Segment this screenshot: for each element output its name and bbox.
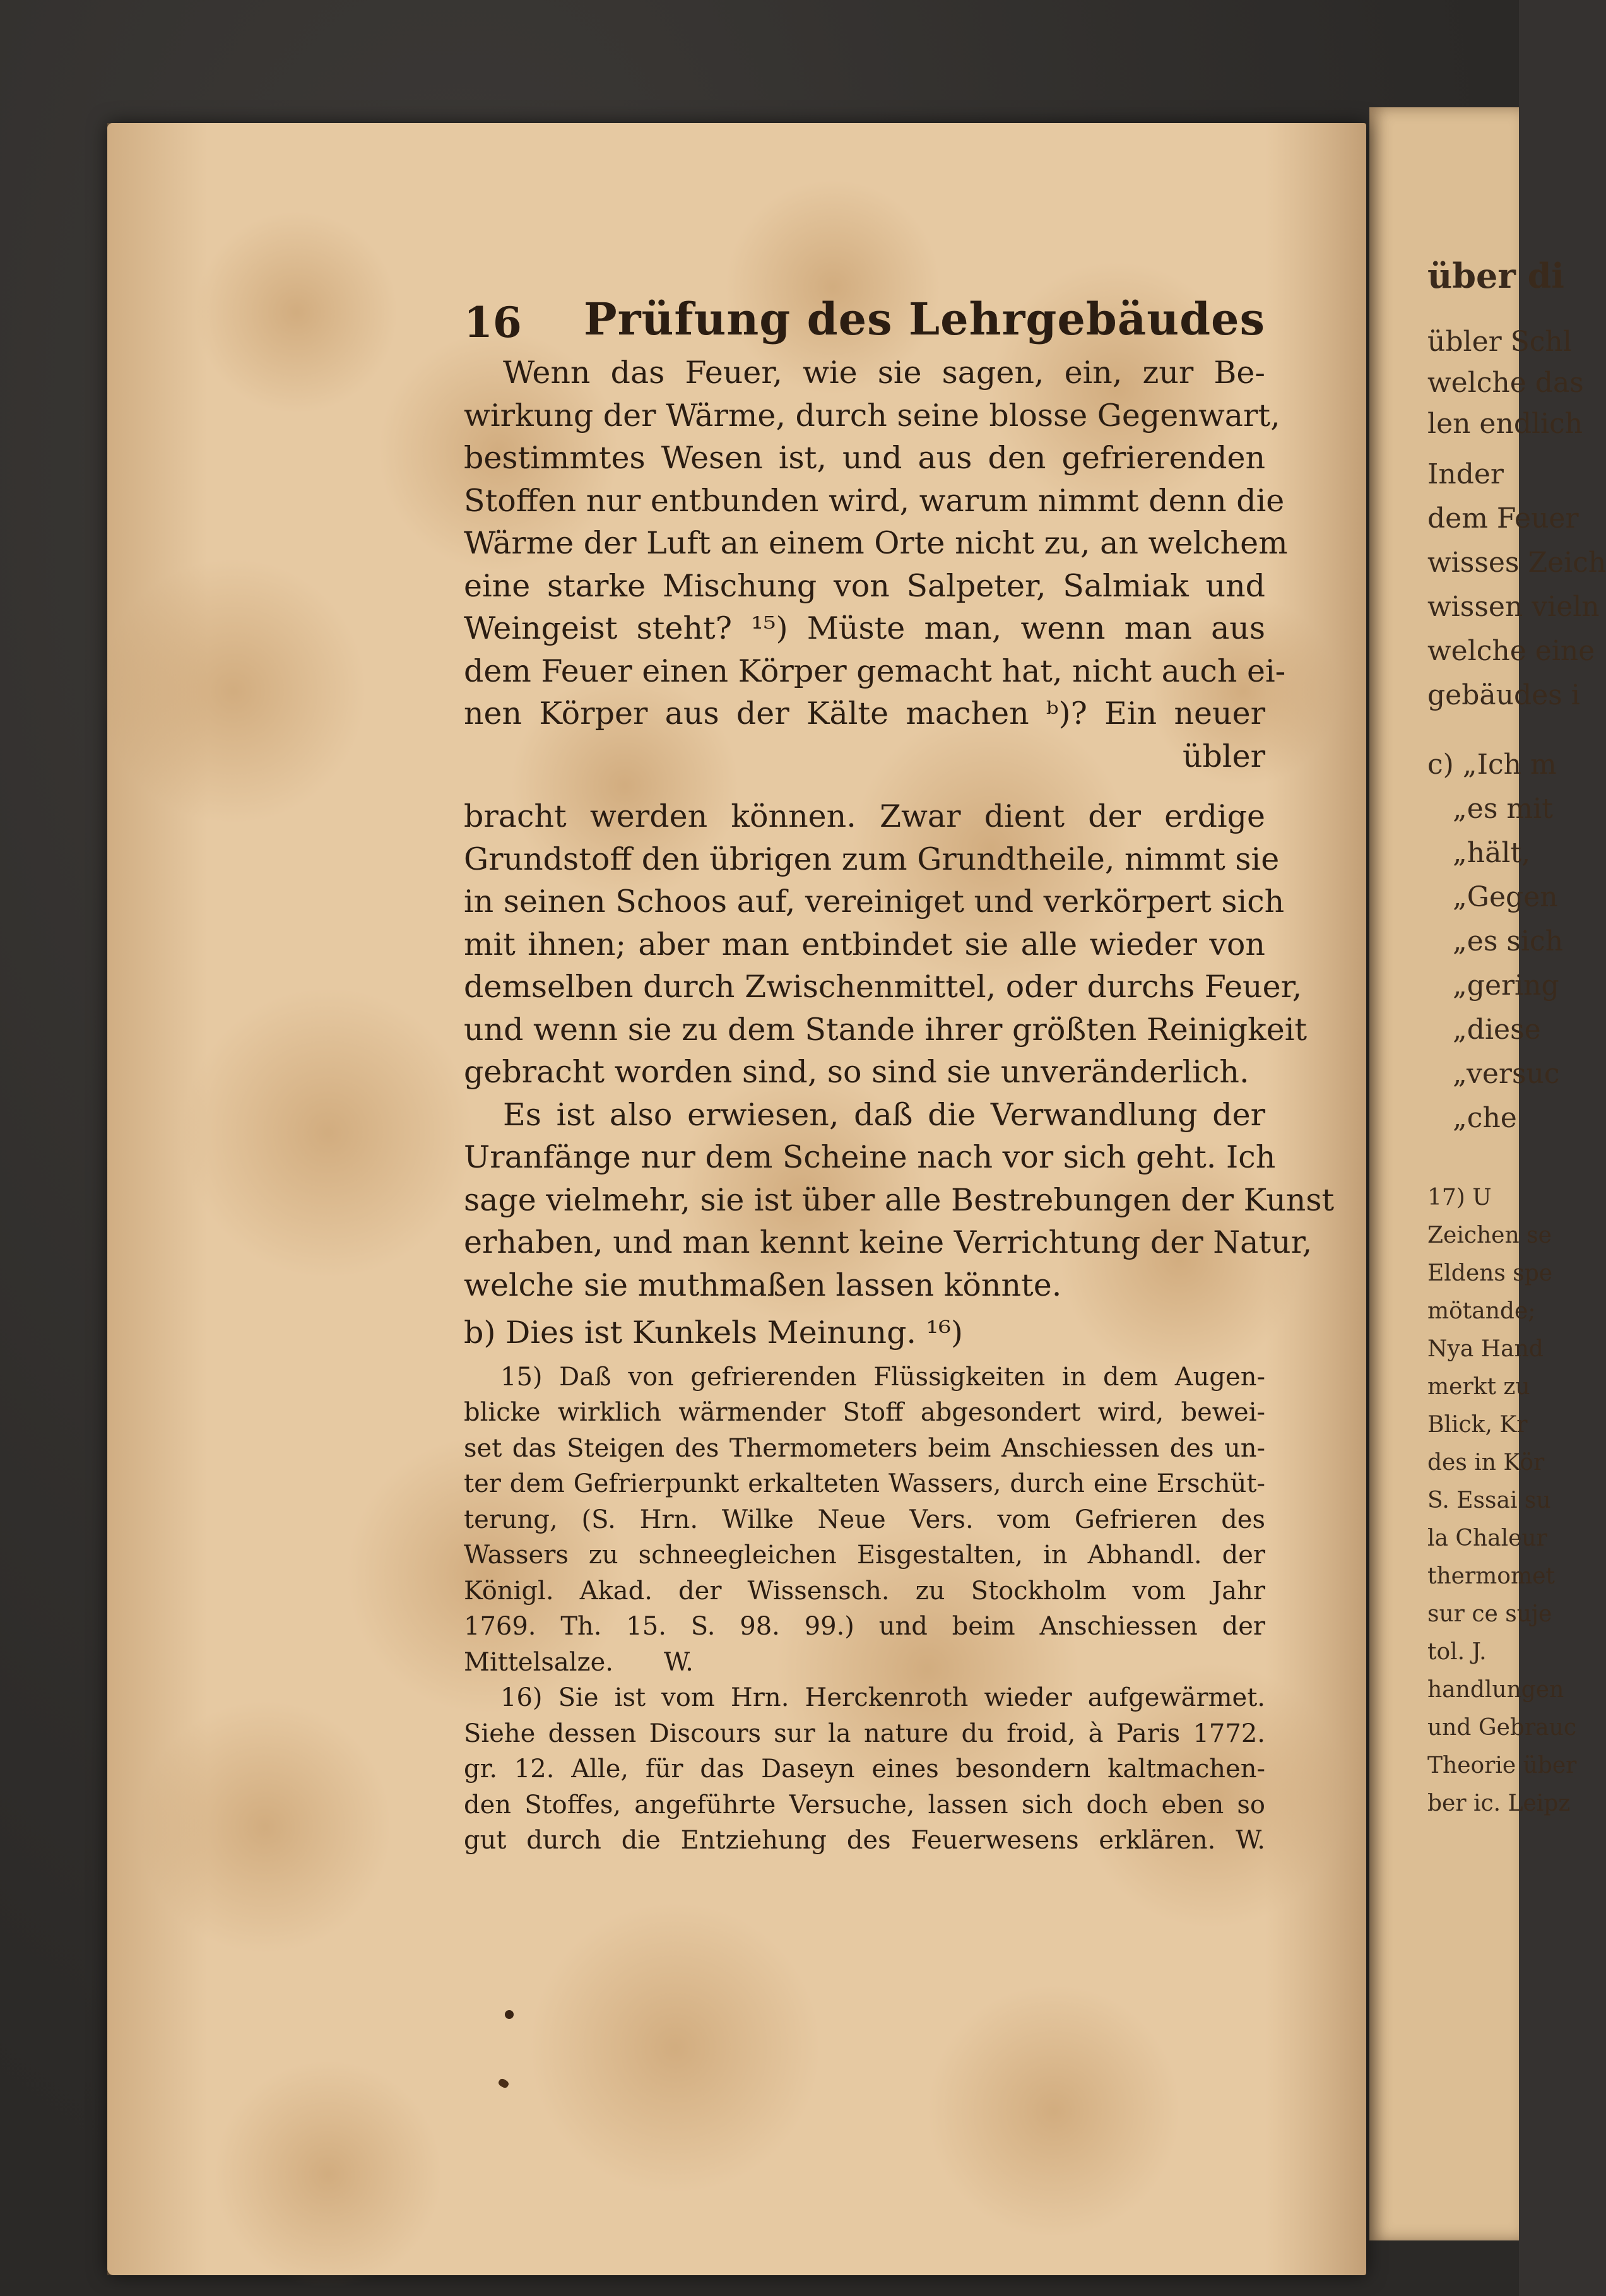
facing-line: des in Kör	[1427, 1450, 1545, 1476]
facing-line: Nya Hand	[1427, 1336, 1544, 1362]
footnote-b: b) Dies ist Kunkels Meinung. ¹⁶)	[464, 1315, 963, 1351]
facing-line: tol. J.	[1427, 1639, 1487, 1665]
footnote-16	[464, 1680, 1265, 1859]
footnote-line: Siehe dessen Discours sur la nature du froid, à Paris 1772.	[464, 1719, 1265, 1748]
footnote-line: 16) Sie ist vom Hrn. Herckenroth wieder aufgewärmet.	[500, 1683, 1265, 1712]
footnote-line: terung, (S. Hrn. Wilke Neue Vers. vom Gefrieren des	[464, 1505, 1265, 1534]
text-line: Uranfänge nur dem Scheine nach vor sich geht. Ich	[464, 1139, 1276, 1175]
facing-line: c) „Ich m	[1427, 749, 1557, 781]
text-line: dem Feuer einen Körper gemacht hat, nicht auch ei-	[464, 653, 1286, 689]
facing-line: 17) U	[1427, 1185, 1492, 1210]
facing-line: handlungen	[1427, 1677, 1564, 1703]
text-line: mit ihnen; aber man entbindet sie alle wieder von	[464, 926, 1265, 962]
facing-line: „es mit	[1453, 793, 1553, 825]
footnote-line: blicke wirklich wärmender Stoff abgesondert wird, bewei-	[464, 1398, 1265, 1427]
footnote-line: den Stoffes, angeführte Versuche, lassen sich doch eben so	[464, 1790, 1265, 1820]
running-title: Prüfung des Lehrgebäudes	[584, 293, 1265, 345]
footnote-line: Wassers zu schneegleichen Eisgestalten, in Abhandl. der	[464, 1541, 1265, 1570]
facing-line: Theorie über	[1427, 1753, 1577, 1778]
facing-line: „gering	[1453, 969, 1559, 1002]
text-line: und wenn sie zu dem Stande ihrer größten Reinigkeit	[464, 1011, 1308, 1048]
facing-line: „versuc	[1453, 1058, 1560, 1090]
footnote-line-text: Mittelsalze.	[464, 1647, 613, 1677]
text-line: sage vielmehr, sie ist über alle Bestrebungen der Kunst	[464, 1181, 1335, 1218]
facing-line: wisses Zeich	[1427, 547, 1606, 579]
facing-line: „che	[1453, 1102, 1517, 1134]
paragraph-continued	[464, 795, 1308, 1094]
text-line: Es ist also erwiesen, daß die Verwandlung der	[503, 1096, 1265, 1133]
footnote-line	[464, 1645, 1265, 1681]
paragraph-conclusion	[464, 1094, 1335, 1307]
text-line: eine starke Mischung von Salpeter, Salmiak und	[464, 567, 1265, 604]
facing-line: thermomet	[1427, 1563, 1555, 1589]
facing-line: „hält,	[1453, 837, 1531, 869]
text-line: Stoffen nur entbunden wird, warum nimmt denn die	[464, 482, 1285, 519]
facing-line: Eldens spe	[1427, 1260, 1553, 1286]
text-line: Grundstoff den übrigen zum Grundtheile, nimmt sie	[464, 841, 1280, 877]
facing-page	[1369, 107, 1606, 2240]
text-line: nen Körper aus der Kälte machen ᵇ)? Ein neuer	[464, 695, 1265, 731]
facing-page-title: über di	[1427, 256, 1564, 296]
catchword: übler	[1182, 738, 1265, 774]
text-line: demselben durch Zwischenmittel, oder durchs Feuer,	[464, 969, 1302, 1005]
facing-line: und Gebrauc	[1427, 1715, 1576, 1741]
facing-line: übler Schl	[1427, 326, 1572, 358]
ink-spot	[505, 2010, 514, 2019]
facing-line: gebäudes i	[1427, 679, 1580, 711]
facing-line: dem Feuer	[1427, 502, 1579, 535]
footnote-line: Königl. Akad. der Wissensch. zu Stockholm vom Jahr	[464, 1576, 1265, 1606]
facing-line: la Chaleur	[1427, 1525, 1547, 1551]
facing-line: S. Essai su	[1427, 1488, 1551, 1513]
text-line: Wärme der Luft an einem Orte nicht zu, an welchem	[464, 525, 1288, 561]
footnote-line: 15) Daß von gefrierenden Flüssigkeiten in dem Augen-	[500, 1362, 1265, 1392]
text-line: Wenn das Feuer, wie sie sagen, ein, zur Be-	[503, 355, 1265, 391]
text-line: gebracht worden sind, so sind sie unveränderlich.	[464, 1054, 1249, 1090]
footnote-line: gr. 12. Alle, für das Daseyn eines besondern kaltmachen-	[464, 1755, 1265, 1784]
text-line: Weingeist steht? ¹⁵) Müste man, wenn man aus	[464, 610, 1265, 646]
text-line: bracht werden können. Zwar dient der erdige	[464, 798, 1265, 834]
facing-line: wissen vieln	[1427, 591, 1600, 623]
facing-line: „es sich	[1453, 925, 1564, 957]
text-line: erhaben, und man kennt keine Verrichtung der Natur,	[464, 1224, 1313, 1260]
facing-line: Inder	[1427, 458, 1504, 490]
main-paragraph	[464, 352, 1288, 778]
page-text	[464, 285, 1335, 1859]
facing-line: „Gegen	[1453, 881, 1558, 913]
footnote-line: set das Steigen des Thermometers beim Anschiessen des un-	[464, 1433, 1265, 1463]
footnote-line: 1769. Th. 15. S. 98. 99.) und beim Anschiessen der	[464, 1612, 1265, 1641]
text-line: bestimmtes Wesen ist, und aus den gefrierenden	[464, 440, 1265, 476]
text-line: in seinen Schoos auf, vereiniget und verkörpert sich	[464, 884, 1285, 920]
facing-line: sur ce suje	[1427, 1601, 1552, 1627]
facing-line: welche eine	[1427, 635, 1595, 667]
facing-line: len endlich	[1427, 408, 1583, 440]
facing-line: welche das	[1427, 367, 1584, 399]
facing-line: mötande;	[1427, 1298, 1536, 1324]
text-line: wirkung der Wärme, durch seine blosse Gegenwart,	[464, 397, 1280, 434]
facing-line: ber ic. Leipz	[1427, 1790, 1571, 1816]
footnote-line: ter dem Gefrierpunkt erkalteten Wassers, durch eine Erschüt-	[464, 1469, 1265, 1498]
facing-line: „diese	[1453, 1014, 1541, 1046]
footnote-15	[464, 1359, 1265, 1681]
facing-line: Zeichen se	[1427, 1222, 1552, 1248]
page-header	[464, 285, 1265, 352]
footnote-line: gut durch die Entziehung des Feuerwesens erklären. W.	[464, 1826, 1265, 1855]
facing-line: merkt zu	[1427, 1374, 1530, 1400]
footnote-signature: W.	[664, 1647, 694, 1677]
text-line: welche sie muthmaßen lassen könnte.	[464, 1267, 1062, 1303]
page-number: 16	[464, 298, 522, 347]
facing-line: Blick, Kr	[1427, 1412, 1528, 1438]
